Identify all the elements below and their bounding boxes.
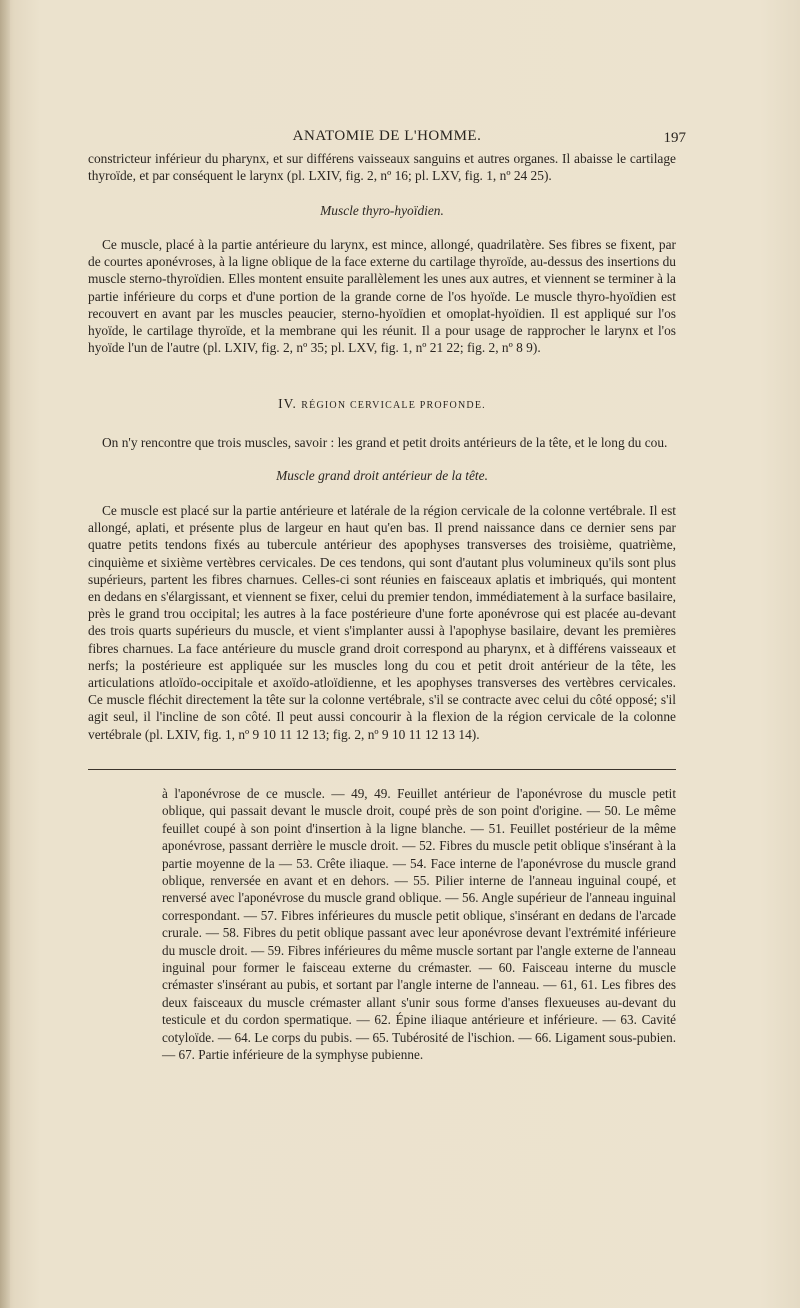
section-heading [88, 396, 676, 412]
figure-legend [162, 785, 676, 1064]
legend-text: à l'aponévrose de ce muscle. — 49, 49. Feuillet antérieur de l'aponévrose du muscle petit oblique, qui passait devant le muscle droit, coupé près de son point d'origine. — 50. Le même feuillet coupé à son point d'insertion à la ligne blanche. — 51. Feuillet postérieur de la même aponévrose, passant derrière le muscle droit. — 52. Fibres du muscle petit oblique s'insérant à la partie moyenne de la — 53. Crête iliaque. — 54. Face interne de l'aponévrose du muscle grand oblique, renversée en avant et en dehors. — 55. Pilier interne de l'anneau inguinal coupé, et renversé avec l'aponévrose du muscle grand oblique. — 56. Angle supérieur de l'anneau inguinal correspondant. — 57. Fibres inférieures du muscle petit oblique, s'insérant en dedans de l'arcade crurale. — 58. Fibres du petit oblique passant avec leur aponévrose devant l'extrémité inférieure du muscle droit. — 59. Fibres inférieures du même muscle sortant par l'angle externe de l'anneau inguinal pour former le faisceau externe du crémaster. — 60. Faisceau interne du muscle crémaster s'insérant au pubis, et sortant par l'angle interne de l'anneau. — 61, 61. Les fibres des deux faisceaux du muscle crémaster allant s'unir sous forme d'anses flexueuses au-devant du testicule et du cordon spermatique. — 62. Épine iliaque antérieure et inférieure. — 63. Cavité cotyloïde. — 64. Le corps du pubis. — 65. Tubérosité de l'ischion. — 66. Ligament sous-pubien. — 67. Partie inférieure de la symphyse pubienne. [162, 786, 676, 1063]
subheading-thyro-hyoidien: Muscle thyro-hyoïdien. [320, 203, 444, 218]
page-number: 197 [663, 130, 686, 146]
page-header [88, 128, 686, 150]
running-title: ANATOMIE DE L'HOMME. [292, 128, 482, 144]
paragraph-text: Ce muscle, placé à la partie antérieure du larynx, est mince, allongé, quadrilatère. Ses fibres se fixent, par de courtes aponévroses, à la ligne oblique de la face externe du cartilage thyroïde, au-dessus des insertions du muscle sterno-thyroïdien. Elles montent ensuite parallèlement les unes aux autres, et viennent se terminer à la partie inférieure du corps et d'une portion de la grande corne de l'os hyoïde. Le muscle thyro-hyoïdien est recouvert en avant par les muscles peaucier, sterno-hyoïdien et omoplat-hyoïdien. Il est appliqué sur l'os hyoïde, le cartilage thyroïde, et la membrane qui les réunit. Il a pour usage de rapprocher le larynx et l'os hyoïde l'un de l'autre (pl. LXIV, fig. 2, nº 35; pl. LXV, fig. 1, nº 21 22; fig. 2, nº 8 9). [88, 237, 676, 356]
paragraph-text: constricteur inférieur du pharynx, et sur différens vaisseaux sanguins et autres organes. Il abaisse le cartilage thyroïde, et par conséquent le larynx (pl. LXIV, fig. 2, nº 16; pl. LXV, fig. 1, nº 24 25). [88, 151, 676, 184]
paragraph-grand-droit [88, 502, 676, 743]
paragraph-intro-region [88, 434, 676, 451]
section-title: RÉGION CERVICALE PROFONDE. [301, 400, 486, 411]
subheading-grand-droit: Muscle grand droit antérieur de la tête. [276, 468, 488, 483]
footnote-divider [88, 769, 676, 770]
paragraph-text: On n'y rencontre que trois muscles, savoir : les grand et petit droits antérieurs de la tête, et le long du cou. [102, 435, 668, 450]
section-number: IV. [278, 396, 297, 411]
paragraph-thyro-hyoidien [88, 236, 676, 356]
page-spine-shadow [0, 0, 10, 1308]
paragraph-text: Ce muscle est placé sur la partie antérieure et latérale de la région cervicale de la colonne vertébrale. Il est allongé, aplati, et présente plus de largeur en haut qu'en bas. Il prend naissance dans ce dernier sens par quatre petits tendons fixés au tubercule antérieur des apophyses transverses des troisième, quatrième, cinquième et sixième vertèbres cervicales. De ces tendons, qui sont d'autant plus volumineux qu'ils sont plus supérieurs, partent les fibres charnues. Celles-ci sont réunies en faisceaux aplatis et imbriqués, qui montent en dedans en s'élargissant, et viennent se fixer, celui du premier tendon, immédiatement à la surface basilaire, près le grand trou occipital; les autres à la face postérieure d'une forte aponévrose qui est placée au-devant des trois quarts supérieurs du muscle, et vient s'implanter aussi à l'apophyse basilaire, devant les premières fibres charnues. La face antérieure du muscle grand droit correspond au pharynx, et à différens vaisseaux et nerfs; la postérieure est appliquée sur les muscles long du cou et petit droit antérieur de la tête, les articulations atloïdo-occipitale et axoïdo-atloïdienne, et les apophyses transverses des vertèbres cervicales. Ce muscle fléchit directement la tête sur la colonne vertébrale, s'il se contracte avec celui du côté opposé; s'il agit seul, il l'incline de son côté. Il peut aussi concourir à la flexion de la région cervicale de la colonne vertébrale (pl. LXIV, fig. 1, nº 9 10 11 12 13; fig. 2, nº 9 10 11 12 13 14). [88, 503, 676, 742]
paragraph-continuation [88, 150, 676, 184]
